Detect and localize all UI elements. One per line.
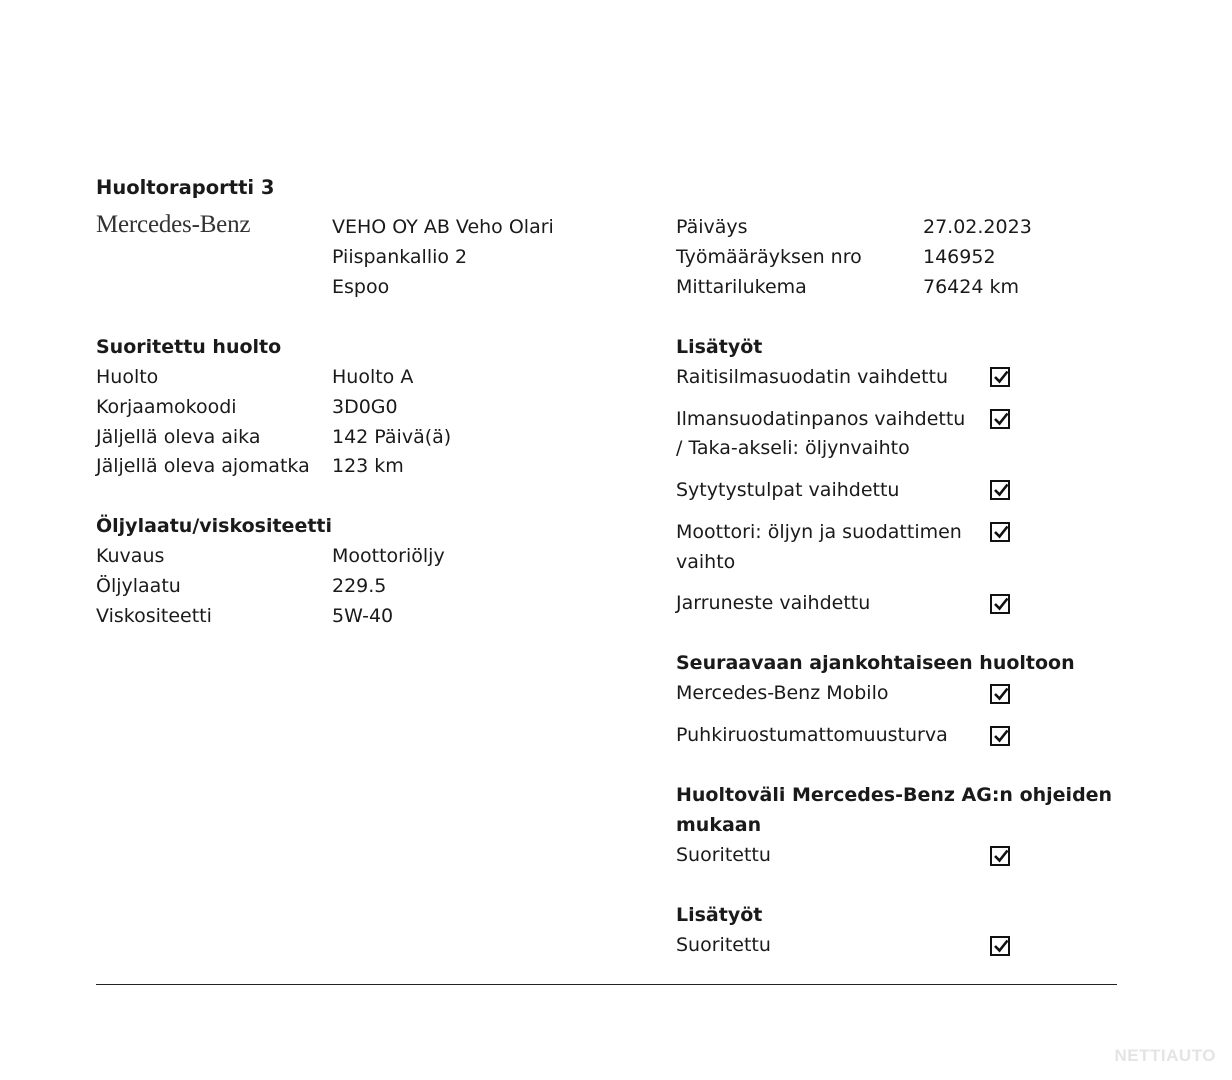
service-heading: Suoritettu huolto — [96, 336, 282, 358]
service-row-label: Korjaamokoodi — [96, 396, 237, 418]
interval-heading: Huoltoväli Mercedes-Benz AG:n ohjeiden — [676, 784, 1113, 806]
next-service-item-label: Mercedes-Benz Mobilo — [676, 682, 889, 704]
interval-item-label: Suoritettu — [676, 844, 771, 866]
oil-heading: Öljylaatu/viskositeetti — [96, 515, 333, 537]
extra-work-item-label: / Taka-akseli: öljynvaihto — [676, 437, 910, 459]
odometer-label: Mittarilukema — [676, 276, 807, 298]
service-row-label: Jäljellä oleva ajomatka — [96, 455, 310, 477]
next-service-heading: Seuraavaan ajankohtaiseen huoltoon — [676, 652, 1075, 674]
interval-heading: mukaan — [676, 814, 762, 836]
service-row-value: Huolto A — [332, 366, 414, 388]
dealer-name: VEHO OY AB Veho Olari — [332, 216, 554, 238]
oil-row-value: 229.5 — [332, 575, 387, 597]
extra-work-2-item-label: Suoritettu — [676, 934, 771, 956]
extra-work-item-label: Raitisilmasuodatin vaihdettu — [676, 366, 949, 388]
extra-work-item-label: Sytytystulpat vaihdettu — [676, 479, 900, 501]
work-order-value: 146952 — [923, 246, 996, 268]
checked-checkbox-icon — [990, 409, 1010, 429]
extra-work-2-heading: Lisätyöt — [676, 904, 763, 926]
extra-work-item-label: vaihto — [676, 551, 736, 573]
checked-checkbox-icon — [990, 522, 1010, 542]
date-value: 27.02.2023 — [923, 216, 1032, 238]
service-row-label: Jäljellä oleva aika — [96, 426, 261, 448]
oil-row-value: 5W-40 — [332, 605, 394, 627]
checked-checkbox-icon — [990, 594, 1010, 614]
oil-row-value: Moottoriöljy — [332, 545, 445, 567]
work-order-label: Työmääräyksen nro — [676, 246, 862, 268]
dealer-city: Espoo — [332, 276, 390, 298]
checked-checkbox-icon — [990, 367, 1010, 387]
oil-row-label: Viskositeetti — [96, 605, 212, 627]
checked-checkbox-icon — [990, 726, 1010, 746]
odometer-value: 76424 km — [923, 276, 1019, 298]
extra-work-item-label: Ilmansuodatinpanos vaihdettu — [676, 408, 966, 430]
extra-work-heading: Lisätyöt — [676, 336, 763, 358]
report-title: Huoltoraportti 3 — [96, 176, 275, 199]
service-row-value: 3D0G0 — [332, 396, 398, 418]
footer-divider — [96, 984, 1117, 985]
extra-work-item-label: Moottori: öljyn ja suodattimen — [676, 521, 962, 543]
watermark: NETTIAUTO — [1114, 1046, 1216, 1065]
next-service-item-label: Puhkiruostumattomuusturva — [676, 724, 948, 746]
dealer-street: Piispankallio 2 — [332, 246, 468, 268]
date-label: Päiväys — [676, 216, 748, 238]
service-row-value: 142 Päivä(ä) — [332, 426, 452, 448]
checked-checkbox-icon — [990, 936, 1010, 956]
mercedes-benz-logo: Mercedes-Benz — [96, 211, 251, 238]
service-row-value: 123 km — [332, 455, 404, 477]
extra-work-item-label: Jarruneste vaihdettu — [676, 592, 871, 614]
oil-row-label: Kuvaus — [96, 545, 165, 567]
oil-row-label: Öljylaatu — [96, 575, 181, 597]
checked-checkbox-icon — [990, 684, 1010, 704]
checked-checkbox-icon — [990, 480, 1010, 500]
service-row-label: Huolto — [96, 366, 159, 388]
checked-checkbox-icon — [990, 846, 1010, 866]
